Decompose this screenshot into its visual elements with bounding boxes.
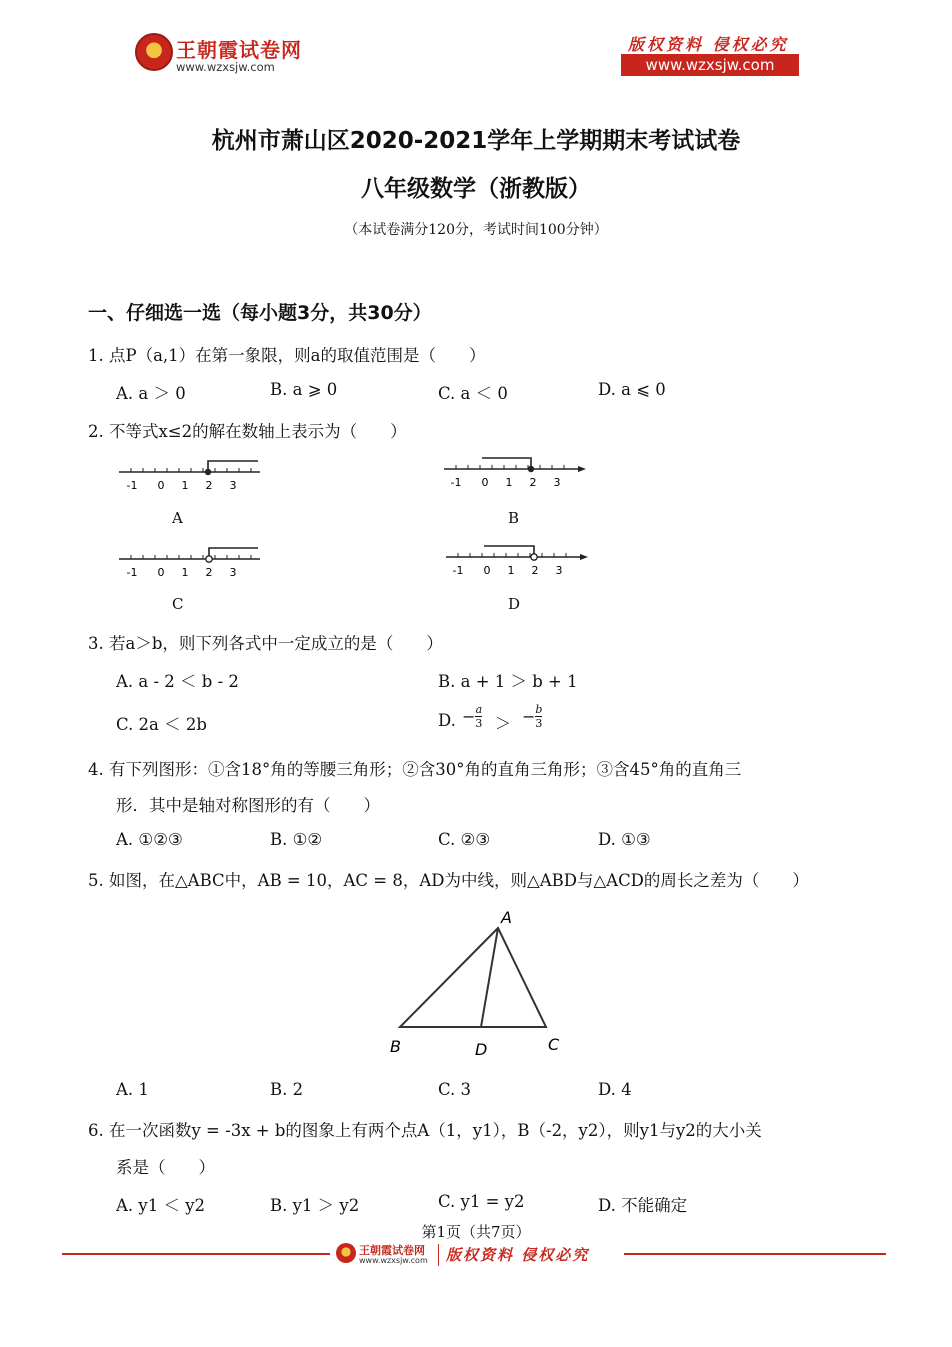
tick-label: 2 [531,564,539,577]
q4-stem-line2: 形．其中是轴对称图形的有（ ） [116,796,380,815]
tick-label: 2 [529,476,537,489]
banner-url: www.wzxsjw.com [621,54,799,76]
choice-label-b: B [508,509,520,527]
point-d-label: D [475,1040,488,1059]
tick-label: 1 [505,476,513,489]
tick-label: 3 [553,476,561,489]
frac-num: b [535,703,543,716]
number-line-d [442,538,592,583]
choice-label-a: A [172,509,183,527]
tick-label: 0 [157,566,165,579]
q1-option-d: D. a ⩽ 0 [598,380,666,399]
q5-stem: 5. 如图，在△ABC中，AB = 10，AC = 8，AD为中线，则△ABD与△ACD的周长之差为（ ） [88,871,809,890]
point-c-label: C [548,1035,560,1054]
q3-stem: 3. 若a＞b，则下列各式中一定成立的是（ ） [88,634,443,653]
tick-label: 0 [481,476,489,489]
logo-emblem-icon [135,33,173,71]
exam-title: 杭州市萧山区2020-2021学年上学期期末考试试卷 [211,128,741,154]
footer-logo-icon [336,1243,356,1263]
q2-stem: 2. 不等式x≤2的解在数轴上表示为（ ） [88,422,407,441]
tick-label: 1 [507,564,515,577]
q1-option-a: A. a ＞ 0 [116,384,186,403]
number-line-b [440,450,590,495]
tick-label: -1 [126,566,138,579]
q4-option-a: A. ①②③ [116,830,183,849]
q4-stem-line1: 4. 有下列图形：①含18°角的等腰三角形；②含30°角的直角三角形；③含45°角的直角三 [88,760,742,779]
q6-stem-line2: 系是（ ） [116,1158,215,1177]
q1-option-b: B. a ⩾ 0 [270,380,338,399]
footer-divider-right [624,1253,886,1255]
q6-option-a: A. y1 ＜ y2 [116,1196,206,1215]
frac-num: a [475,703,483,716]
footer-divider-left [62,1253,330,1255]
tick-label: 2 [205,479,213,492]
q5-option-d: D. 4 [598,1080,632,1099]
page-number: 第1页（共7页） [421,1223,531,1241]
tick-label: 1 [181,479,189,492]
number-line-c [115,542,265,587]
q3-option-d-gt: ＞ [495,714,512,733]
q6-option-c: C. y1 = y2 [438,1192,525,1211]
q5-option-a: A. 1 [116,1080,149,1099]
section-heading: 一、仔细选一选（每小题3分，共30分） [88,302,432,324]
point-b-label: B [390,1037,401,1056]
choice-label-c: C [172,595,184,613]
copyright-slogan: 版权资料 侵权必究 [628,35,789,54]
brand-url: www.wzxsjw.com [176,60,275,74]
footer-slogan: 版权资料 侵权必究 [446,1246,590,1264]
q5-option-b: B. 2 [270,1080,304,1099]
q5-option-c: C. 3 [438,1080,472,1099]
footer-brand-url: www.wzxsjw.com [359,1256,428,1265]
q3-option-d-lhs: − $\frac{a}{3}$ [462,703,483,730]
point-a-label: A [501,908,512,927]
q4-option-b: B. ①② [270,830,323,849]
q6-option-b: B. y1 ＞ y2 [270,1196,360,1215]
q3-option-d-rhs: − $\frac{b}{3}$ [522,703,543,730]
q1-option-c: C. a ＜ 0 [438,384,508,403]
tick-label: 3 [555,564,563,577]
tick-label: 3 [229,479,237,492]
q3-option-d-label: D. [438,711,456,730]
tick-label: -1 [452,564,464,577]
triangle-abc-figure [380,905,580,1065]
footer-brand-name: 王朝霞试卷网 [359,1244,425,1257]
q1-stem: 1. 点P（a,1）在第一象限，则a的取值范围是（ ） [88,346,486,365]
q4-option-c: C. ②③ [438,830,491,849]
tick-label: -1 [450,476,462,489]
frac-den: 3 [535,717,543,730]
exam-note: （本试卷满分120分，考试时间100分钟） [344,222,608,238]
exam-subtitle: 八年级数学（浙教版） [361,176,591,202]
tick-label: -1 [126,479,138,492]
tick-label: 1 [181,566,189,579]
tick-label: 2 [205,566,213,579]
frac-den: 3 [475,717,483,730]
q4-option-d: D. ①③ [598,830,651,849]
q3-option-c: C. 2a ＜ 2b [116,715,207,734]
number-line-a [115,455,265,500]
footer-separator [438,1244,439,1266]
q6-stem-line1: 6. 在一次函数y = -3x + b的图象上有两个点A（1，y1），B（-2，y2），则y1与y2的大小关 [88,1121,762,1140]
tick-label: 0 [157,479,165,492]
brand-name: 王朝霞试卷网 [176,38,302,62]
q3-option-b: B. a + 1 ＞ b + 1 [438,672,578,691]
q6-option-d: D. 不能确定 [598,1196,688,1215]
tick-label: 0 [483,564,491,577]
tick-label: 3 [229,566,237,579]
choice-label-d: D [508,595,521,613]
q3-option-a: A. a - 2 ＜ b - 2 [116,672,239,691]
